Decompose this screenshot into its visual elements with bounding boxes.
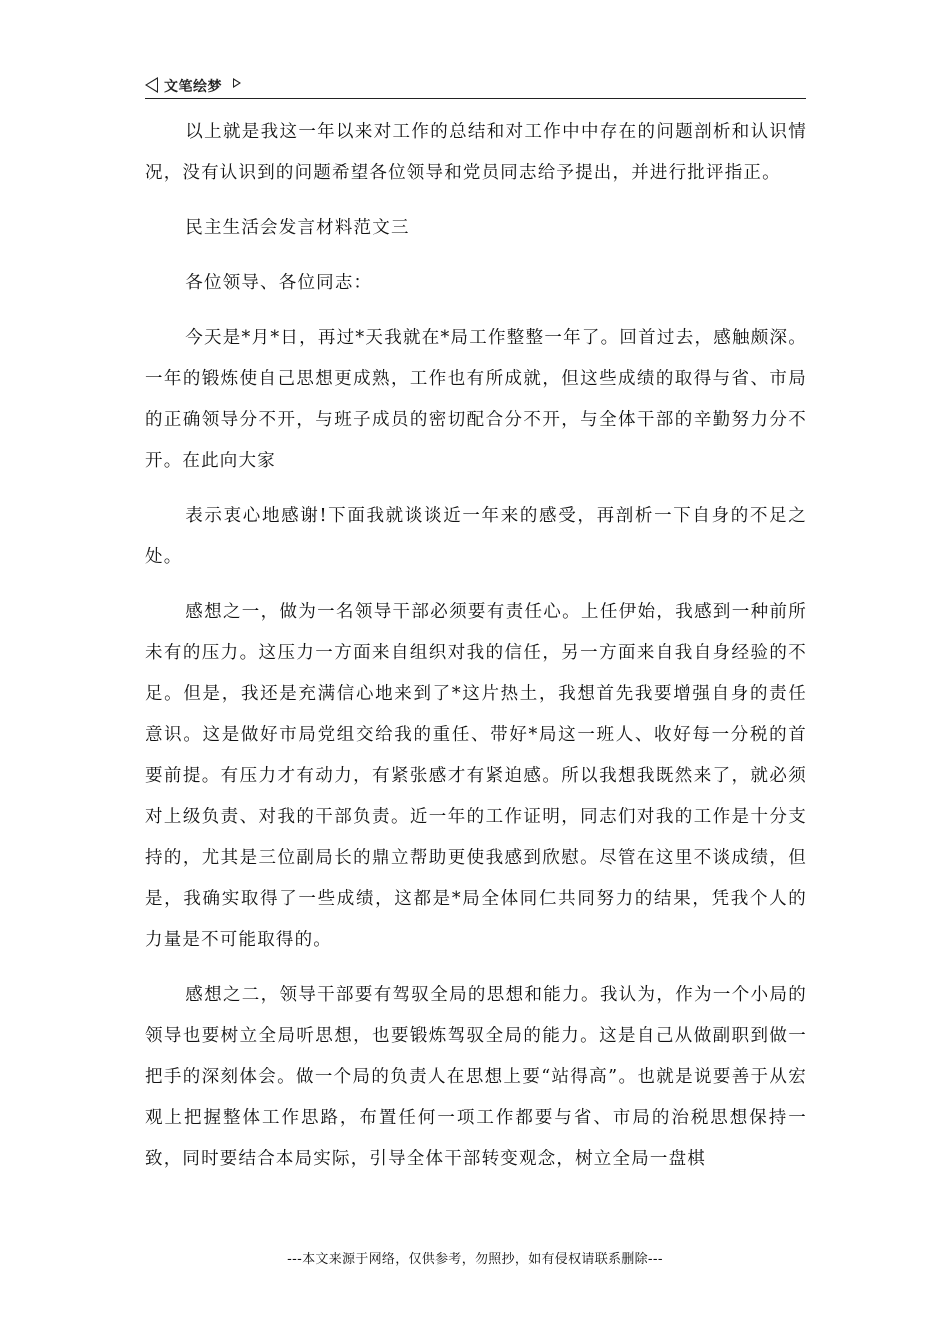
- footer-disclaimer: ---本文来源于网络，仅供参考，勿照抄，如有侵权请联系删除---: [287, 1252, 663, 1267]
- paragraph-reflection-one: 感想之一，做为一名领导干部必须要有责任心。上任伊始，我感到一种前所未有的压力。这压力一方面来自组织对我的信任，另一方面来自我自身经验的不足。但是，我还是充满信心地来到了*这片热土，我想首先我要增强自身的责任意识。这是做好市局党组交给我的重任、带好*局这一班人、收好每一分税的首要前提。有压力才有动力，有紧张感才有紧迫感。所以我想我既然来了，就必须对上级负责、对我的干部负责。近一年的工作证明，同志们对我的工作是十分支持的，尤其是三位副局长的鼎立帮助更使我感到欣慰。尽管在这里不谈成绩，但是，我确实取得了一些成绩，这都是*局全体同仁共同努力的结果，凭我个人的力量是不可能取得的。: [145, 602, 807, 950]
- brand-name: 文笔绘梦: [164, 79, 222, 95]
- triangle-left-icon: [145, 77, 158, 93]
- paragraph-summary: 以上就是我这一年以来对工作的总结和对工作中中存在的问题剖析和认识情况，没有认识到的问题希望各位领导和党员同志给予提出，并进行批评指正。: [145, 122, 807, 183]
- paragraph-thanks: 表示衷心地感谢!下面我就谈谈近一年来的感受，再剖析一下自身的不足之处。: [145, 506, 807, 567]
- page-header: [145, 74, 806, 99]
- document-body: [145, 112, 807, 1180]
- section-title: 民主生活会发言材料范文三: [185, 218, 410, 238]
- triangle-right-icon: [233, 78, 241, 88]
- paragraph-intro: 今天是*月*日，再过*天我就在*局工作整整一年了。回首过去，感触颇深。一年的锻炼使自己思想更成熟，工作也有所成就，但这些成绩的取得与省、市局的正确领导分不开，与班子成员的密切配合分不开，与全体干部的辛勤努力分不开。在此向大家: [145, 328, 807, 471]
- salutation: 各位领导、各位同志：: [185, 273, 373, 293]
- paragraph-reflection-two: 感想之二，领导干部要有驾驭全局的思想和能力。我认为，作为一个小局的领导也要树立全局听思想，也要锻炼驾驭全局的能力。这是自己从做副职到做一把手的深刻体会。做一个局的负责人在思想上要“站得高”。也就是说要善于从宏观上把握整体工作思路，布置任何一项工作都要与省、市局的治税思想保持一致，同时要结合本局实际，引导全体干部转变观念，树立全局一盘棋: [145, 985, 807, 1169]
